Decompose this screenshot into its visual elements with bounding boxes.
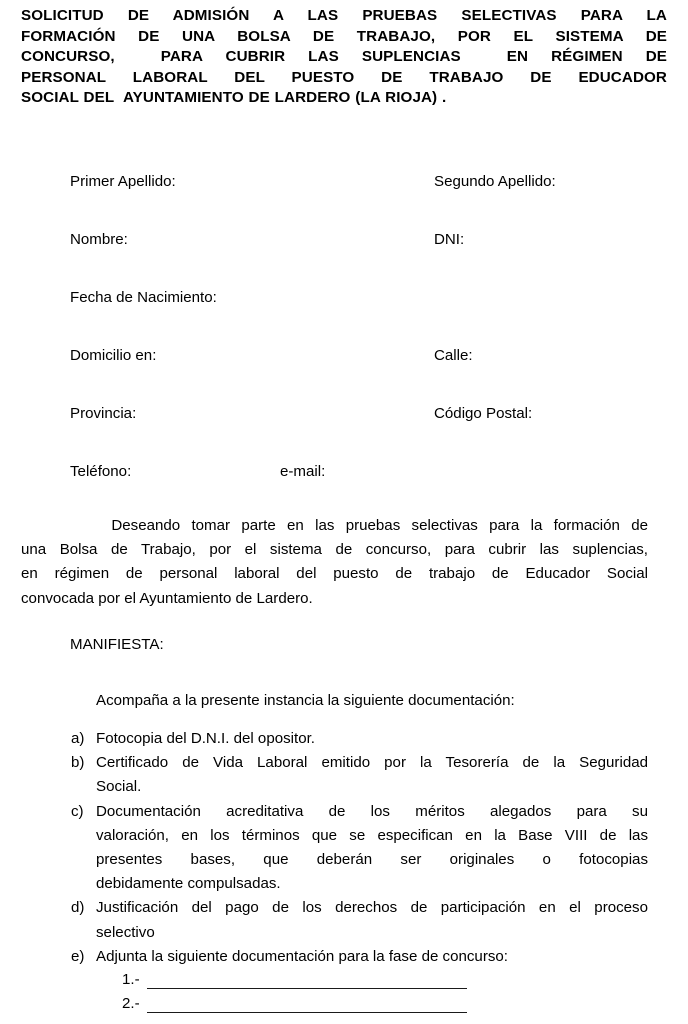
request-paragraph bbox=[21, 514, 648, 611]
field-label-fecha-nacimiento: Fecha de Nacimiento: bbox=[70, 289, 217, 306]
form-row bbox=[0, 461, 688, 483]
blank-line-row bbox=[0, 968, 688, 992]
list-text-line: debidamente compulsadas. bbox=[96, 875, 281, 893]
list-item-text bbox=[96, 800, 648, 897]
manifiesta-heading: MANIFIESTA: bbox=[70, 636, 164, 653]
list-item-text bbox=[96, 945, 648, 969]
field-label-nombre: Nombre: bbox=[70, 231, 128, 248]
form-row bbox=[0, 229, 688, 251]
applicant-form bbox=[0, 171, 688, 491]
list-item bbox=[0, 751, 688, 799]
field-label-codigo-postal: Código Postal: bbox=[434, 405, 533, 422]
blank-line-row bbox=[0, 992, 688, 1016]
form-row bbox=[0, 345, 688, 367]
list-item-text bbox=[96, 727, 648, 751]
title-line: CONCURSO, PARA CUBRIR LAS SUPLENCIAS EN RÉGIMEN DE bbox=[21, 48, 667, 66]
paragraph-line: una Bolsa de Trabajo, por el sistema de concurso, para cubrir las suplencias, bbox=[21, 541, 648, 559]
list-text-line: presentes bases, que deberán ser originales o fotocopias bbox=[96, 851, 648, 869]
form-row bbox=[0, 403, 688, 425]
document-title bbox=[21, 6, 667, 109]
field-label-segundo-apellido: Segundo Apellido: bbox=[434, 173, 556, 190]
list-text-line: Fotocopia del D.N.I. del opositor. bbox=[96, 730, 315, 747]
list-item-text bbox=[96, 896, 648, 944]
field-label-provincia: Provincia: bbox=[70, 405, 137, 422]
list-text-line: Justificación del pago de los derechos de participación en el proceso bbox=[96, 899, 648, 917]
list-text-line: Documentación acreditativa de los méritos alegados para su bbox=[96, 802, 648, 820]
list-item-text bbox=[96, 751, 648, 799]
paragraph-line: en régimen de personal laboral del puesto de trabajo de Educador Social bbox=[21, 565, 648, 583]
field-label-dni: DNI: bbox=[434, 231, 465, 248]
list-text-line: selectivo bbox=[96, 923, 155, 941]
title-line: SOLICITUD DE ADMISIÓN A LAS PRUEBAS SELECTIVAS PARA LA bbox=[21, 7, 667, 24]
list-text-line: valoración, en los términos que se especifican en la Base VIII de las bbox=[96, 826, 648, 844]
field-label-telefono: Teléfono: bbox=[70, 463, 132, 480]
list-marker: a) bbox=[71, 730, 85, 747]
attachments-intro: Acompaña a la presente instancia la siguiente documentación: bbox=[96, 692, 515, 709]
paragraph-line: Deseando tomar parte en las pruebas selectivas para la formación de bbox=[21, 517, 648, 534]
list-item bbox=[0, 945, 688, 969]
field-label-primer-apellido: Primer Apellido: bbox=[70, 173, 176, 190]
blank-line-number: 2.- bbox=[122, 995, 140, 1012]
attachment-blank-lines bbox=[0, 968, 688, 1016]
field-label-domicilio: Domicilio en: bbox=[70, 347, 157, 364]
blank-line-number: 1.- bbox=[122, 971, 140, 988]
list-text-line: Certificado de Vida Laboral emitido por la Tesorería de la Seguridad bbox=[96, 754, 648, 772]
form-row bbox=[0, 171, 688, 193]
list-text-line: Social. bbox=[96, 778, 142, 796]
blank-line-rule[interactable] bbox=[147, 988, 467, 989]
blank-line-rule[interactable] bbox=[147, 1012, 467, 1013]
title-line: FORMACIÓN DE UNA BOLSA DE TRABAJO, POR EL SISTEMA DE bbox=[21, 27, 667, 45]
paragraph-line: convocada por el Ayuntamiento de Lardero. bbox=[21, 589, 313, 607]
documentation-list bbox=[0, 727, 688, 969]
form-row bbox=[0, 287, 688, 309]
list-marker: e) bbox=[71, 947, 85, 965]
field-label-email: e-mail: bbox=[280, 463, 326, 480]
list-item bbox=[0, 800, 688, 897]
field-label-calle: Calle: bbox=[434, 347, 473, 364]
list-marker: b) bbox=[71, 754, 85, 772]
title-line: SOCIAL DEL AYUNTAMIENTO DE LARDERO (LA RIOJA) . bbox=[21, 89, 447, 107]
list-item bbox=[0, 727, 688, 751]
list-text-line: Adjunta la siguiente documentación para la fase de concurso: bbox=[96, 947, 508, 965]
list-marker: c) bbox=[71, 802, 84, 820]
list-marker: d) bbox=[71, 899, 85, 917]
title-line: PERSONAL LABORAL DEL PUESTO DE TRABAJO DE EDUCADOR bbox=[21, 68, 667, 86]
list-item bbox=[0, 896, 688, 944]
